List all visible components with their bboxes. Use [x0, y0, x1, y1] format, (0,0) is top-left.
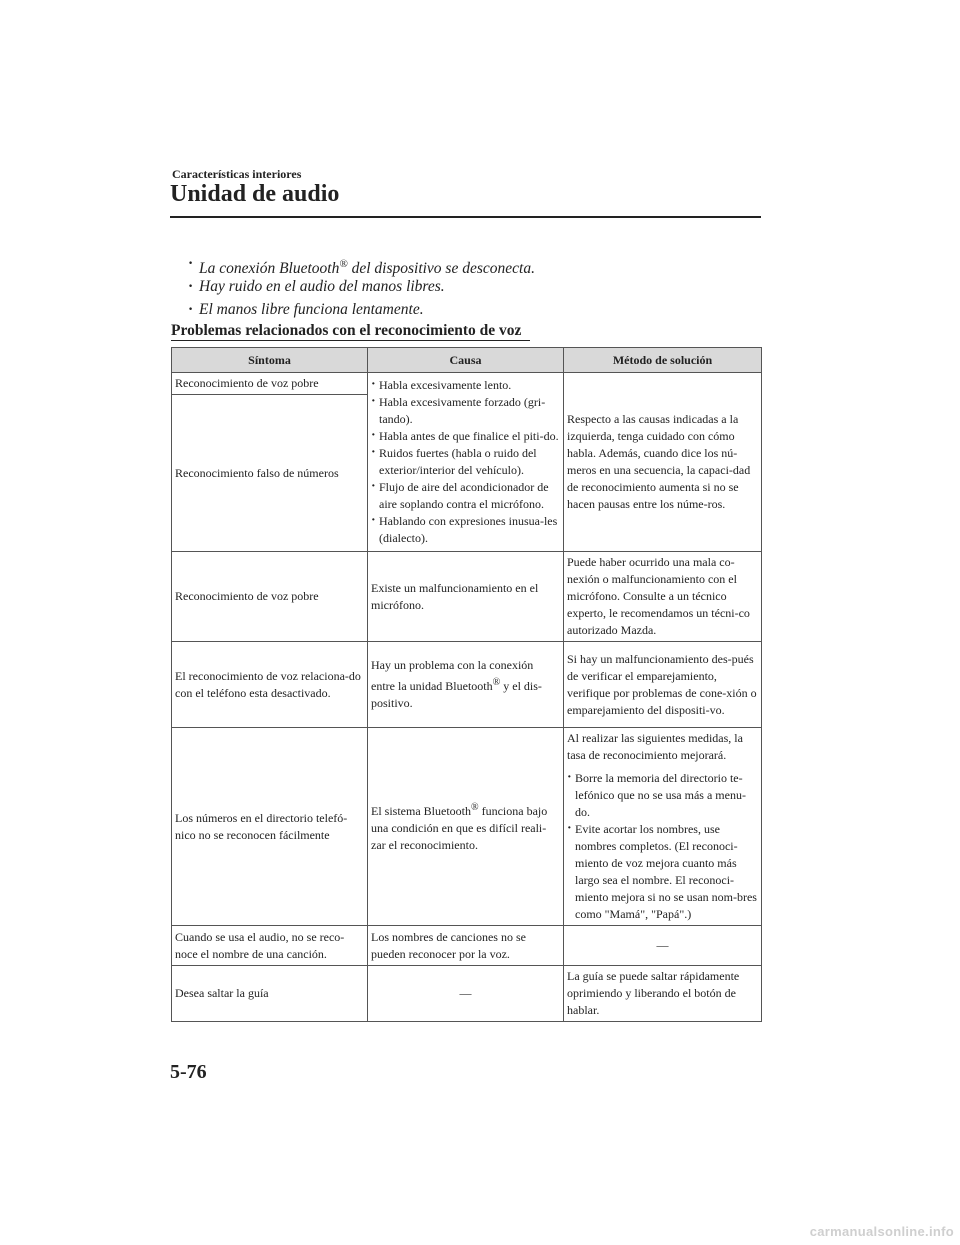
section-subheading: Problemas relacionados con el reconocimiento de voz	[171, 322, 522, 339]
page-number: 5-76	[170, 1061, 207, 1083]
symptom-cell: El reconocimiento de voz relaciona-do con el teléfono esta desactivado.	[172, 642, 368, 728]
list-item: · Habla antes de que finalice el piti-do.	[371, 428, 560, 445]
list-item: · Borre la memoria del directorio te-lefónico que no se usa más a menu-do.	[567, 770, 758, 821]
cause-cell: El sistema Bluetooth® funciona bajo una condición en que es difícil reali-zar el reconocimiento.	[368, 728, 564, 926]
cause-list	[371, 377, 560, 547]
table-row	[172, 642, 762, 728]
troubleshooting-table	[171, 347, 762, 1022]
solution-cell: La guía se puede saltar rápidamente oprimiendo y liberando el botón de hablar.	[564, 966, 762, 1022]
title-divider	[170, 216, 761, 218]
table-row	[172, 373, 762, 395]
column-header-solution: Método de solución	[564, 348, 762, 373]
cause-cell: Hay un problema con la conexión entre la unidad Bluetooth® y el dis-positivo.	[368, 642, 564, 728]
solution-list	[567, 770, 758, 923]
table-row	[172, 552, 762, 642]
page-title: Unidad de audio	[170, 181, 340, 207]
cause-cell: Los nombres de canciones no se pueden reconocer por la voz.	[368, 926, 564, 966]
solution-cell: —	[564, 926, 762, 966]
symptom-cell: Desea saltar la guía	[172, 966, 368, 1022]
table-header-row	[172, 348, 762, 373]
symptom-cell: Reconocimiento de voz pobre	[172, 373, 368, 395]
table-row	[172, 966, 762, 1022]
list-item: · Evite acortar los nombres, use nombres completos. (El reconoci-miento de voz mejora cuanto más largo sea el nombre. El reconoci-miento mejora si no se usan nom-bres como "Mamá", "Papá".)	[567, 821, 758, 923]
list-item: · Ruidos fuertes (habla o ruido del exterior/interior del vehículo).	[371, 445, 560, 479]
solution-intro: Al realizar las siguientes medidas, la tasa de reconocimiento mejorará.	[567, 731, 743, 762]
cause-cell	[368, 373, 564, 552]
column-header-symptom: Síntoma	[172, 348, 368, 373]
symptom-cell: Reconocimiento de voz pobre	[172, 552, 368, 642]
watermark: carmanualsonline.info	[809, 1224, 954, 1239]
symptom-cell: Cuando se usa el audio, no se reco-noce el nombre de una canción.	[172, 926, 368, 966]
table-row	[172, 926, 762, 966]
section-label: Características interiores	[172, 167, 302, 181]
symptom-cell: Reconocimiento falso de números	[172, 395, 368, 552]
solution-cell: Puede haber ocurrido una mala co-nexión o malfuncionamiento con el micrófono. Consulte a un técnico experto, le recomendamos un técni-co autorizado Mazda.	[564, 552, 762, 642]
solution-cell: Respecto a las causas indicadas a la izquierda, tenga cuidado con cómo habla. Además, cuando dice los nú-meros en una secuencia, la capaci-dad de reconocimiento aumenta si no se hacen pausas entre los núme-ros.	[564, 373, 762, 552]
cause-cell: —	[368, 966, 564, 1022]
column-header-cause: Causa	[368, 348, 564, 373]
solution-cell	[564, 728, 762, 926]
list-item: · Habla excesivamente forzado (gri-tando).	[371, 394, 560, 428]
intro-bullet: · La conexión Bluetooth® del dispositivo se desconecta.	[190, 254, 535, 277]
intro-bullet: · El manos libre funciona lentamente.	[190, 300, 535, 323]
table-row	[172, 728, 762, 926]
subheading-underline	[171, 340, 530, 341]
cause-cell: Existe un malfuncionamiento en el micrófono.	[368, 552, 564, 642]
list-item: · Hablando con expresiones inusua-les (dialecto).	[371, 513, 560, 547]
solution-cell: Si hay un malfuncionamiento des-pués de verificar el emparejamiento, verifique por problemas de cone-xión o emparejamiento del dispositi-vo.	[564, 642, 762, 728]
list-item: · Flujo de aire del acondicionador de aire soplando contra el micrófono.	[371, 479, 560, 513]
intro-bullet: · Hay ruido en el audio del manos libres.	[190, 277, 535, 300]
intro-bullet-list	[190, 254, 535, 323]
symptom-cell: Los números en el directorio telefó-nico no se reconocen fácilmente	[172, 728, 368, 926]
list-item: · Habla excesivamente lento.	[371, 377, 560, 394]
